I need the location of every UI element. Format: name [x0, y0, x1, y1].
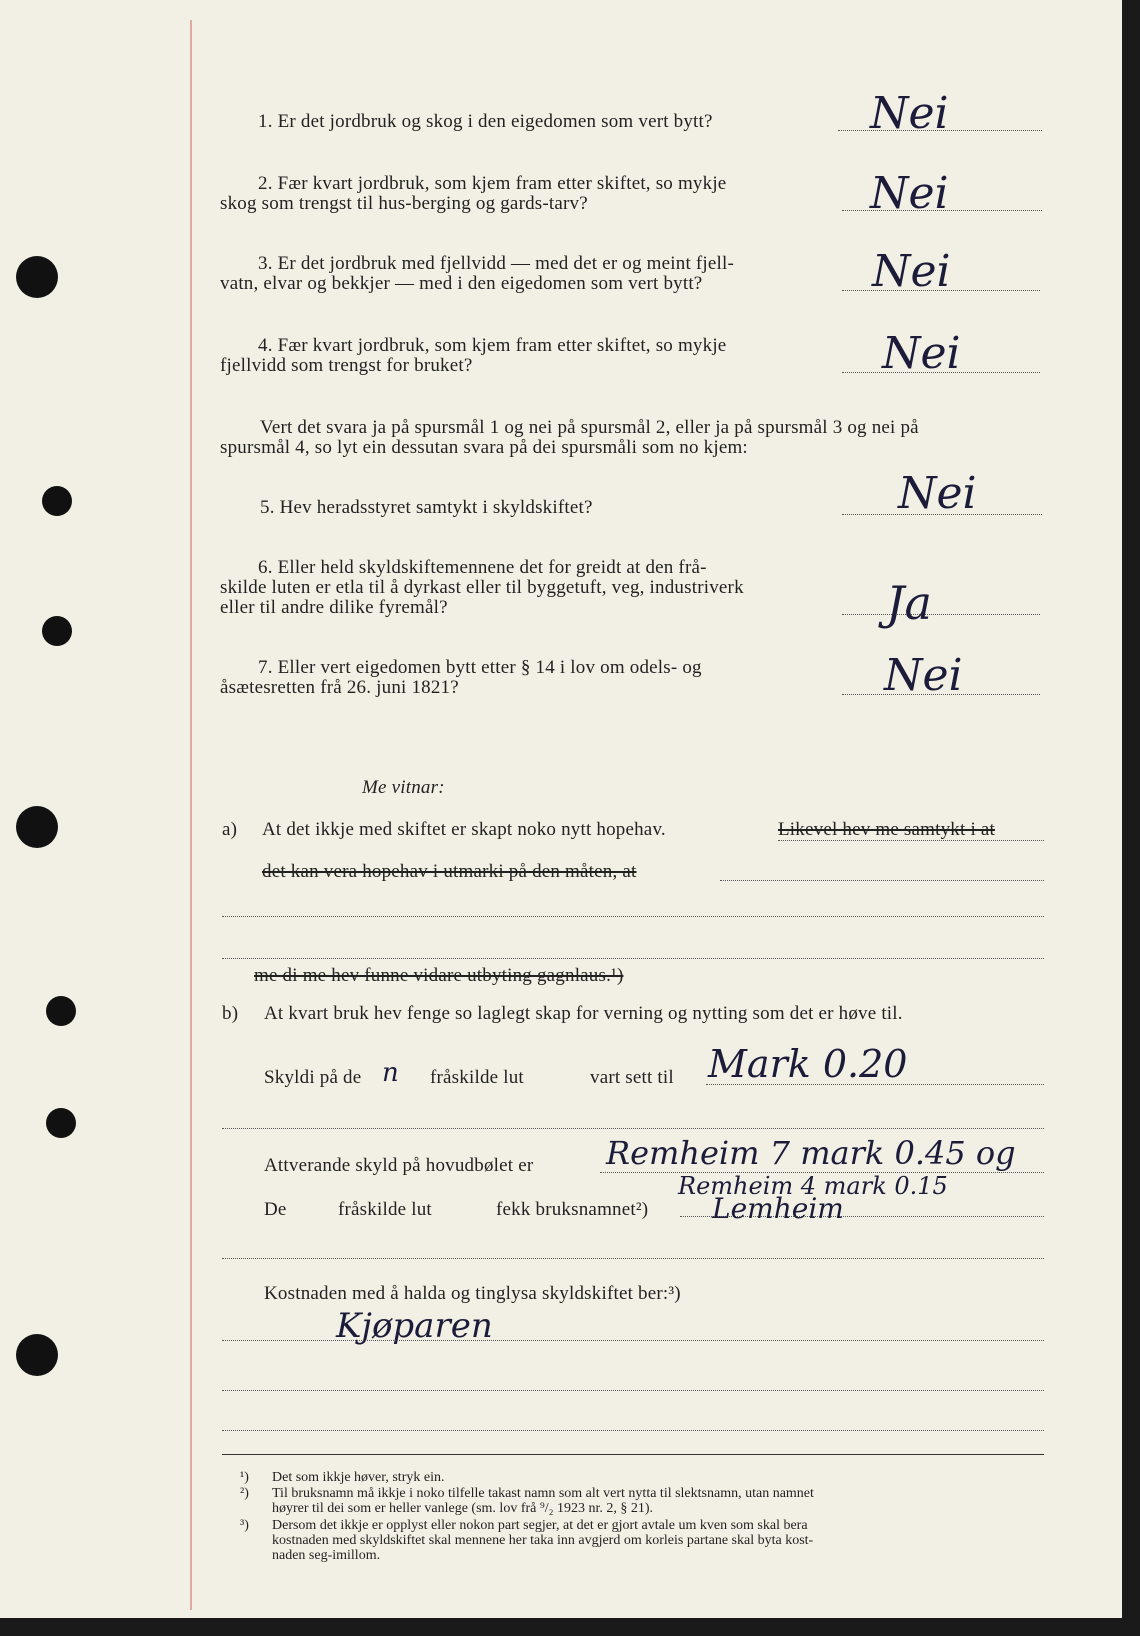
- instruction-line-1: Vert det svara ja på spursmål 1 og nei på spursmål 2, eller ja på spursmål 3 og nei på: [260, 417, 919, 438]
- item-a-label: a): [222, 819, 238, 840]
- item-a-struck-2: det kan vera hopehav i utmarki på den måten, at: [262, 861, 637, 882]
- answer-2: Nei: [870, 168, 949, 219]
- skyldi-label-1: Skyldi på de: [264, 1067, 362, 1088]
- skyldi-suffix: n: [382, 1058, 399, 1088]
- question-4-line-1: 4. Fær kvart jordbruk, som kjem fram etter skiftet, so mykje: [258, 335, 727, 356]
- skyldi-label-2: fråskilde lut: [430, 1067, 524, 1088]
- item-a-line-4: [222, 958, 1044, 959]
- footnote-3-line-3: naden seg-imillom.: [272, 1548, 381, 1563]
- kostnad-line-1: [222, 1340, 1044, 1341]
- item-a-text: At det ikkje med skiftet er skapt noko nytt hopehav.: [262, 819, 666, 840]
- question-4-line-2: fjellvidd som trengst for bruket?: [220, 355, 473, 376]
- punch-hole: [42, 616, 72, 646]
- kostnad-label: Kostnaden med å halda og tinglysa skyldskiftet ber:³): [264, 1283, 681, 1304]
- punch-hole: [46, 1108, 76, 1138]
- item-a-line-3: [222, 916, 1044, 917]
- question-2-line-2: skog som trengst til hus-berging og gards-tarv?: [220, 193, 588, 214]
- vitnar-heading: Me vitnar:: [362, 777, 445, 798]
- item-a-line-2: [720, 880, 1044, 881]
- kostnad-value: Kjøparen: [336, 1306, 493, 1346]
- attverande-label: Attverande skyld på hovudbølet er: [264, 1155, 534, 1176]
- footnote-3-line-2: kostnaden med skyldskiftet skal mennene her taka inn avgjerd om korleis partane skal byta kost-: [272, 1533, 814, 1548]
- footnote-3-mark: ³): [240, 1518, 249, 1533]
- punch-hole: [46, 996, 76, 1026]
- item-a-line-1: [778, 840, 1044, 841]
- bruksnamn-blank-line: [222, 1258, 1044, 1259]
- footnote-2-line-2: høyrer til dei som er heller vanlege (sm. lov frå ⁹/₂ 1923 nr. 2, § 21).: [272, 1501, 654, 1516]
- punch-hole: [16, 806, 58, 848]
- footnote-2-mark: ²): [240, 1486, 249, 1501]
- answer-1: Nei: [870, 88, 949, 139]
- footnote-rule: [222, 1454, 1044, 1455]
- question-3-line-1: 3. Er det jordbruk med fjellvidd — med det er og meint fjell-: [258, 253, 734, 274]
- kostnad-line-2: [222, 1390, 1044, 1391]
- instruction-line-2: spursmål 4, so lyt ein dessutan svara på dei spursmåli som no kjem:: [220, 437, 748, 458]
- kostnad-line-3: [222, 1430, 1044, 1431]
- footnote-1-mark: ¹): [240, 1470, 249, 1485]
- footnote-1-line-1: Det som ikkje høver, stryk ein.: [272, 1470, 445, 1485]
- answer-3: Nei: [872, 246, 951, 297]
- answer-7: Nei: [884, 650, 963, 701]
- margin-line: [190, 20, 192, 1610]
- footnote-2-line-1: Til bruksnamn må ikkje i noko tilfelle takast namn som alt vert nytta til slektsnamn, utan namnet: [272, 1486, 814, 1501]
- question-1-line-1: 1. Er det jordbruk og skog i den eigedomen som vert bytt?: [258, 111, 713, 132]
- question-6-line-1: 6. Eller held skyldskiftemennene det for greidt at den frå-: [258, 557, 707, 578]
- question-5-line-1: 5. Hev heradsstyret samtykt i skyldskiftet?: [260, 497, 593, 518]
- de-label-1: De: [264, 1199, 287, 1220]
- bruksnamn-value: Lemheim: [712, 1192, 844, 1225]
- attverande-value-2: Remheim 4 mark 0.15: [678, 1172, 948, 1200]
- answer-4: Nei: [882, 328, 961, 379]
- skyldi-blank-line: [222, 1128, 1044, 1129]
- question-6-line-2: skilde luten er etla til å dyrkast eller til byggetuft, veg, industriverk: [220, 577, 744, 598]
- de-label-3: fekk bruksnamnet²): [496, 1199, 649, 1220]
- punch-hole: [16, 1334, 58, 1376]
- question-2-line-1: 2. Fær kvart jordbruk, som kjem fram etter skiftet, so mykje: [258, 173, 727, 194]
- question-6-line-3: eller til andre dilike fyremål?: [220, 597, 448, 618]
- answer-5: Nei: [898, 468, 977, 519]
- question-7-line-1: 7. Eller vert eigedomen bytt etter § 14 i lov om odels- og: [258, 657, 702, 678]
- attverande-value-1: Remheim 7 mark 0.45 og: [606, 1134, 1016, 1172]
- answer-line-6: [842, 614, 1040, 615]
- skyldi-label-3: vart sett til: [590, 1067, 674, 1088]
- answer-6: Ja: [886, 576, 932, 630]
- item-b-text: At kvart bruk hev fenge so laglegt skap for verning og nytting som det er høve til.: [264, 1003, 903, 1024]
- item-a-struck-3: me di me hev funne vidare utbyting gagnlaus.¹): [254, 965, 624, 986]
- punch-hole: [16, 256, 58, 298]
- item-a-struck-1: Likevel hev me samtykt i at: [778, 819, 995, 840]
- question-3-line-2: vatn, elvar og bekkjer — med i den eigedomen som vert bytt?: [220, 273, 703, 294]
- skyldi-value: Mark 0.20: [708, 1042, 908, 1086]
- footnote-3-line-1: Dersom det ikkje er opplyst eller nokon part segjer, at det er gjort avtale um kven som skal bera: [272, 1518, 808, 1533]
- question-7-line-2: åsætesretten frå 26. juni 1821?: [220, 677, 459, 698]
- item-b-label: b): [222, 1003, 239, 1024]
- de-label-2: fråskilde lut: [338, 1199, 432, 1220]
- punch-hole: [42, 486, 72, 516]
